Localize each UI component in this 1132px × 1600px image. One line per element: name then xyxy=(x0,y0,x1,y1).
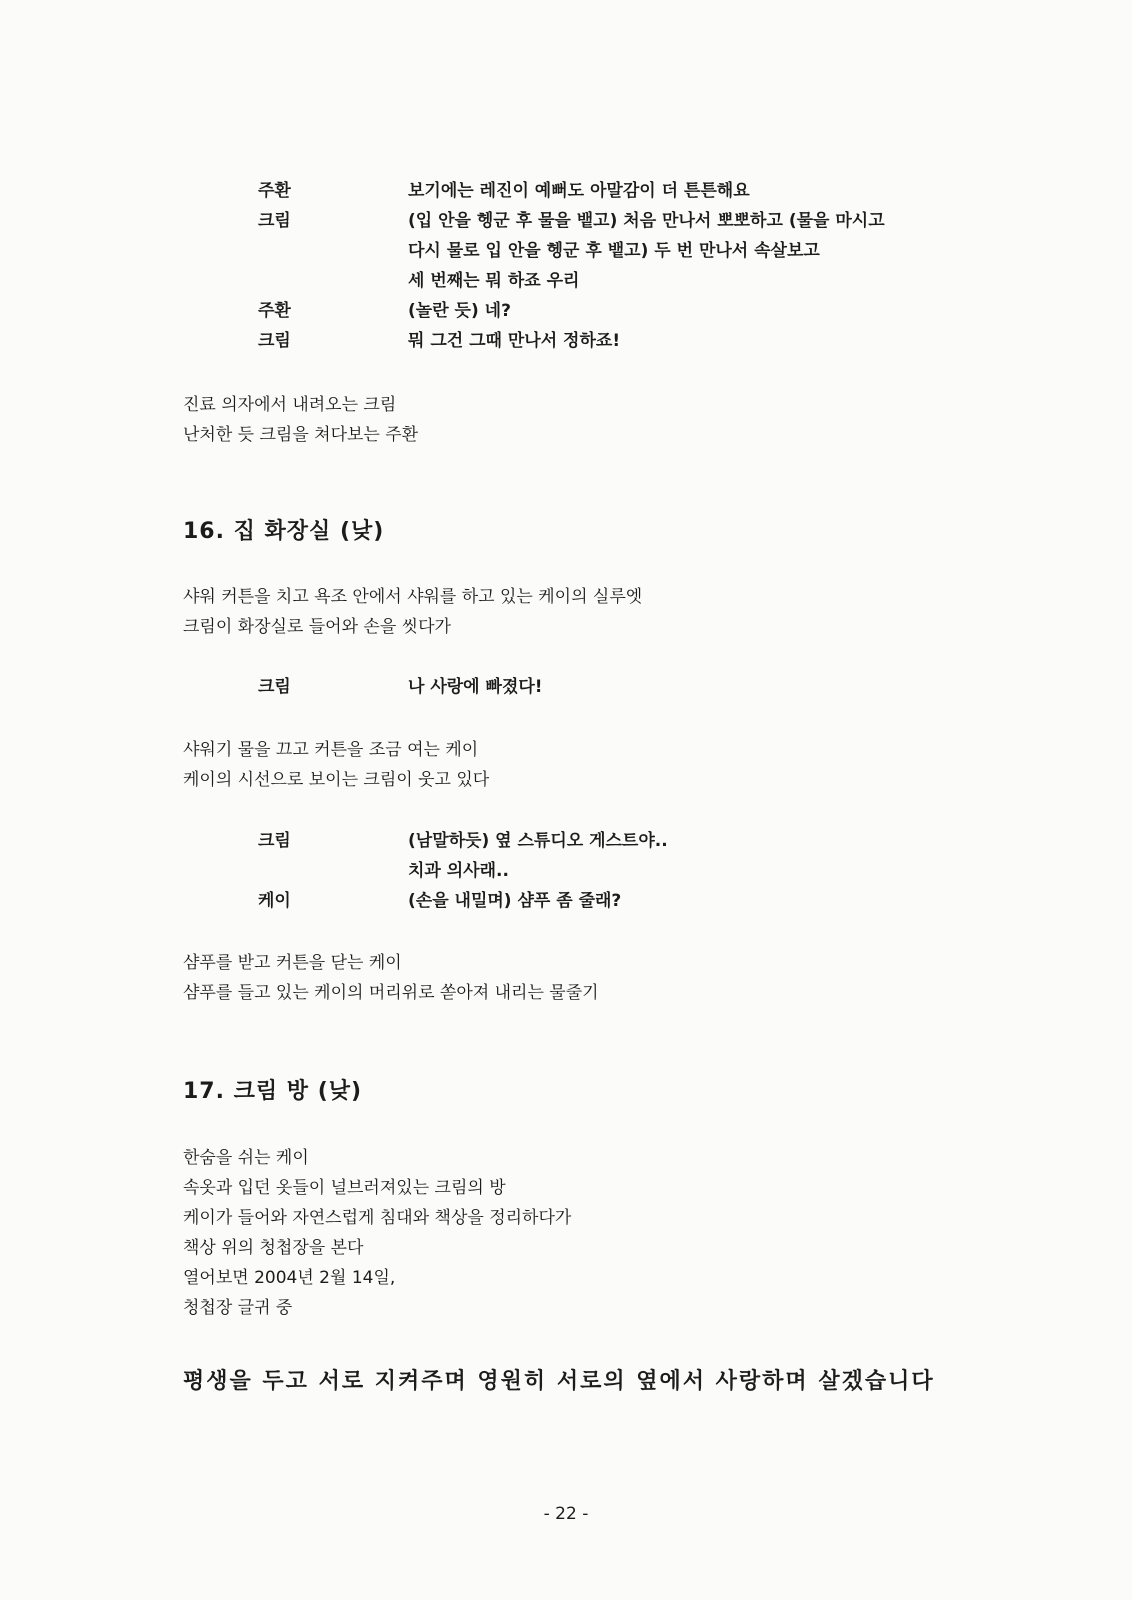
dialogue-row xyxy=(258,296,978,326)
dialogue-line: (입 안을 헹군 후 물을 뱉고) 처음 만나서 뽀뽀하고 (물을 마시고 xyxy=(408,211,885,231)
dialogue-line: (남말하듯) 옆 스튜디오 게스트야.. xyxy=(408,831,668,851)
speaker-name: 주환 xyxy=(258,181,291,201)
dialogue-row xyxy=(258,826,978,856)
action-line: 케이의 시선으로 보이는 크림이 웃고 있다 xyxy=(183,770,490,790)
action-block-3 xyxy=(183,735,489,795)
dialogue-row xyxy=(258,672,978,702)
dialogue-row xyxy=(258,176,978,206)
speaker-name xyxy=(258,266,408,296)
invitation-quote: 평생을 두고 서로 지켜주며 영원히 서로의 옆에서 사랑하며 살겠습니다 xyxy=(183,1368,935,1394)
action-block-5 xyxy=(183,1143,571,1323)
dialogue-row xyxy=(258,206,978,236)
page-number: - 22 - xyxy=(543,1504,589,1524)
action-block-2 xyxy=(183,582,642,642)
speaker-name: 크림 xyxy=(258,211,291,231)
dialogue-line: 보기에는 레진이 예뻐도 아말감이 더 튼튼해요 xyxy=(408,181,750,201)
speaker-name: 주환 xyxy=(258,301,291,321)
dialogue-row xyxy=(258,856,978,886)
speaker-name: 크림 xyxy=(258,831,291,851)
scene-heading-17: 17. 크림 방 (낮) xyxy=(183,1079,363,1104)
action-line: 크림이 화장실로 들어와 손을 씻다가 xyxy=(183,617,451,637)
action-line: 책상 위의 청첩장을 본다 xyxy=(183,1238,364,1258)
dialogue-line: 세 번째는 뭐 하죠 우리 xyxy=(408,271,580,291)
action-line: 진료 의자에서 내려오는 크림 xyxy=(183,395,397,415)
speaker-name xyxy=(258,236,408,266)
dialogue-row xyxy=(258,236,978,266)
action-line: 샴푸를 받고 커튼을 닫는 케이 xyxy=(183,953,402,973)
action-block-1 xyxy=(183,390,418,450)
speaker-name: 크림 xyxy=(258,331,291,351)
action-line: 샴푸를 들고 있는 케이의 머리위로 쏟아져 내리는 물줄기 xyxy=(183,983,599,1003)
scene-heading-16: 16. 집 화장실 (낮) xyxy=(183,519,385,544)
action-line: 한숨을 쉬는 케이 xyxy=(183,1148,309,1168)
dialogue-line: 뭐 그건 그때 만나서 정하죠! xyxy=(408,331,621,351)
dialogue-line: 나 사랑에 빠졌다! xyxy=(408,677,543,697)
action-line: 열어보면 2004년 2월 14일, xyxy=(183,1268,396,1288)
dialogue-row xyxy=(258,266,978,296)
action-line: 샤워 커튼을 치고 욕조 안에서 샤워를 하고 있는 케이의 실루엣 xyxy=(183,587,643,607)
dialogue-row xyxy=(258,326,978,356)
speaker-name: 크림 xyxy=(258,677,291,697)
speaker-name xyxy=(258,856,408,886)
dialogue-line: 치과 의사래.. xyxy=(408,861,509,881)
speaker-name: 케이 xyxy=(258,891,291,911)
action-block-4 xyxy=(183,948,599,1008)
dialogue-block-2 xyxy=(258,672,978,702)
dialogue-line: (손을 내밀며) 샴푸 좀 줄래? xyxy=(408,891,622,911)
dialogue-block-1 xyxy=(258,176,978,356)
action-line: 청첩장 글귀 중 xyxy=(183,1298,293,1318)
action-line: 속옷과 입던 옷들이 널브러져있는 크림의 방 xyxy=(183,1178,506,1198)
dialogue-row xyxy=(258,886,978,916)
action-line: 샤워기 물을 끄고 커튼을 조금 여는 케이 xyxy=(183,740,479,760)
dialogue-line: (놀란 듯) 네? xyxy=(408,301,511,321)
action-line: 난처한 듯 크림을 쳐다보는 주환 xyxy=(183,425,419,445)
dialogue-block-3 xyxy=(258,826,978,916)
action-line: 케이가 들어와 자연스럽게 침대와 책상을 정리하다가 xyxy=(183,1208,572,1228)
dialogue-line: 다시 물로 입 안을 헹군 후 뱉고) 두 번 만나서 속살보고 xyxy=(408,241,820,261)
